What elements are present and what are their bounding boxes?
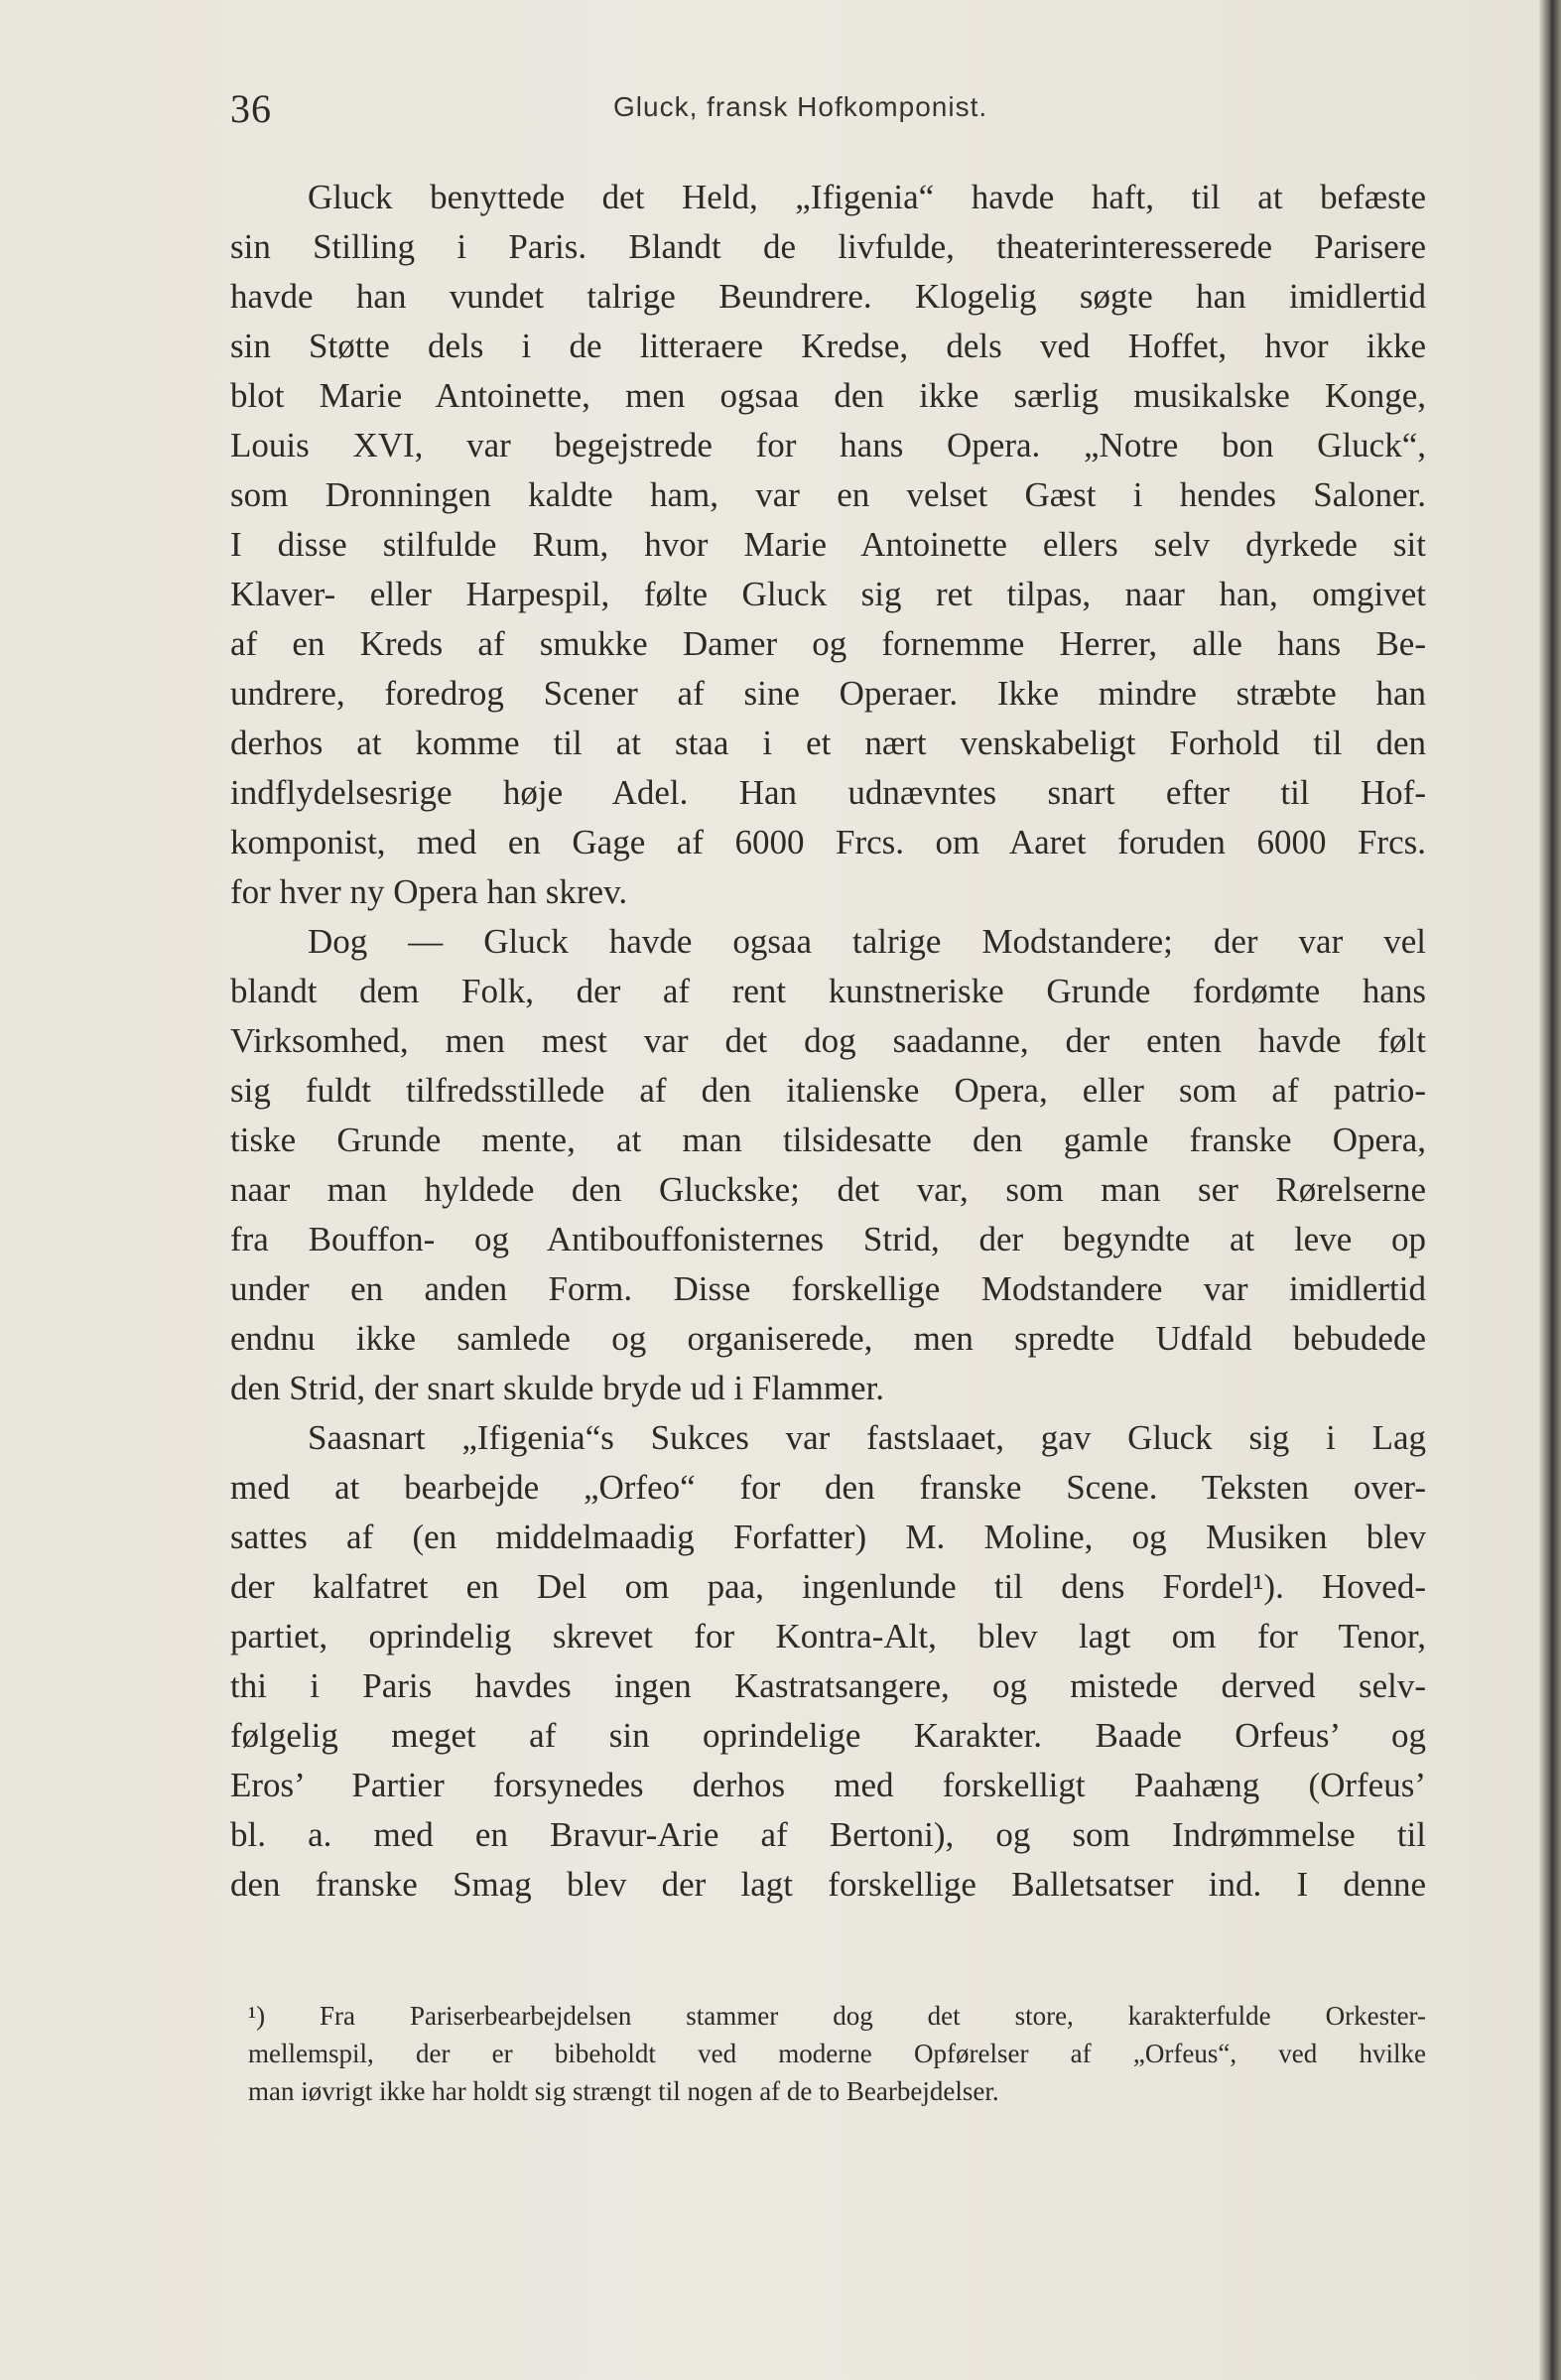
text-line: sig fuldt tilfredsstillede af den italienske Opera, eller som af patrio- bbox=[230, 1071, 1426, 1110]
text-line: partiet, oprindelig skrevet for Kontra-Alt, blev lagt om for Tenor, bbox=[230, 1617, 1426, 1655]
text-line: endnu ikke samlede og organiserede, men spredte Udfald bebudede bbox=[230, 1319, 1426, 1358]
text-line: af en Kreds af smukke Damer og fornemme Herrer, alle hans Be- bbox=[230, 624, 1426, 663]
text-line: fra Bouffon- og Antibouffonisternes Strid, der begyndte at leve op bbox=[230, 1220, 1426, 1258]
running-title: Gluck, fransk Hofkomponist. bbox=[613, 91, 988, 122]
text-line: der kalfatret en Del om paa, ingenlunde til dens Fordel¹). Hoved- bbox=[230, 1567, 1426, 1606]
text-line: bl. a. med en Bravur-Arie af Bertoni), og som Indrømmelse til bbox=[230, 1815, 1426, 1854]
text-line: thi i Paris havdes ingen Kastratsangere, og mistede derved selv- bbox=[230, 1666, 1426, 1705]
text-line: som Dronningen kaldte ham, var en velset Gæst i hendes Saloner. bbox=[230, 475, 1426, 514]
text-line: komponist, med en Gage af 6000 Frcs. om Aaret foruden 6000 Frcs. bbox=[230, 823, 1426, 861]
text-line: derhos at komme til at staa i et nært venskabeligt Forhold til den bbox=[230, 724, 1426, 762]
page-edge bbox=[1539, 0, 1561, 2380]
text-line: Louis XVI, var begejstrede for hans Opera. „Notre bon Gluck“, bbox=[230, 426, 1426, 464]
text-line: I disse stilfulde Rum, hvor Marie Antoinette ellers selv dyrkede sit bbox=[230, 525, 1426, 564]
text-line: Gluck benyttede det Held, „Ifigenia“ havde haft, til at befæste bbox=[308, 178, 1426, 216]
text-line: havde han vundet talrige Beundrere. Klogelig søgte han imidlertid bbox=[230, 277, 1426, 316]
text-line: indflydelsesrige høje Adel. Han udnævntes snart efter til Hof- bbox=[230, 773, 1426, 812]
text-line: under en anden Form. Disse forskellige Modstandere var imidlertid bbox=[230, 1269, 1426, 1308]
page-header bbox=[230, 85, 1451, 145]
text-line: blandt dem Folk, der af rent kunstneriske Grunde fordømte hans bbox=[230, 972, 1426, 1010]
footnote-line: ¹) Fra Pariserbearbejdelsen stammer dog det store, karakterfulde Orkester- bbox=[248, 2001, 1426, 2031]
page-number: 36 bbox=[230, 86, 272, 131]
footnote bbox=[248, 1997, 1426, 2110]
text-line: sin Stilling i Paris. Blandt de livfulde, theaterinteresserede Parisere bbox=[230, 227, 1426, 266]
text-line: for hver ny Opera han skrev. bbox=[230, 872, 628, 911]
text-line: sin Støtte dels i de litteraere Kredse, dels ved Hoffet, hvor ikke bbox=[230, 327, 1426, 365]
text-line: følgelig meget af sin oprindelige Karakter. Baade Orfeus’ og bbox=[230, 1716, 1426, 1755]
footnote-line: mellemspil, der er bibeholdt ved moderne Opførelser af „Orfeus“, ved hvilke bbox=[248, 2039, 1426, 2068]
text-line: sattes af (en middelmaadig Forfatter) M. Moline, og Musiken blev bbox=[230, 1518, 1426, 1556]
text-line: Dog — Gluck havde ogsaa talrige Modstandere; der var vel bbox=[308, 922, 1426, 961]
text-line: undrere, foredrog Scener af sine Operaer. Ikke mindre stræbte han bbox=[230, 674, 1426, 713]
text-line: tiske Grunde mente, at man tilsidesatte den gamle franske Opera, bbox=[230, 1121, 1426, 1159]
text-line: den Strid, der snart skulde bryde ud i Flammer. bbox=[230, 1369, 885, 1407]
text-line: Saasnart „Ifigenia“s Sukces var fastslaaet, gav Gluck sig i Lag bbox=[308, 1418, 1426, 1457]
text-line: Virksomhed, men mest var det dog saadanne, der enten havde følt bbox=[230, 1021, 1426, 1060]
text-line: naar man hyldede den Gluckske; det var, som man ser Rørelserne bbox=[230, 1170, 1426, 1209]
text-line: med at bearbejde „Orfeo“ for den franske Scene. Teksten over- bbox=[230, 1468, 1426, 1507]
text-line: Klaver- eller Harpespil, følte Gluck sig ret tilpas, naar han, omgivet bbox=[230, 575, 1426, 613]
text-line: den franske Smag blev der lagt forskellige Balletsatser ind. I denne bbox=[230, 1865, 1426, 1904]
text-line: Eros’ Partier forsynedes derhos med forskelligt Paahæng (Orfeus’ bbox=[230, 1766, 1426, 1804]
text-line: blot Marie Antoinette, men ogsaa den ikke særlig musikalske Konge, bbox=[230, 376, 1426, 415]
footnote-line: man iøvrigt ikke har holdt sig strængt til nogen af de to Bearbejdelser. bbox=[248, 2076, 999, 2106]
body-text bbox=[230, 173, 1426, 1910]
